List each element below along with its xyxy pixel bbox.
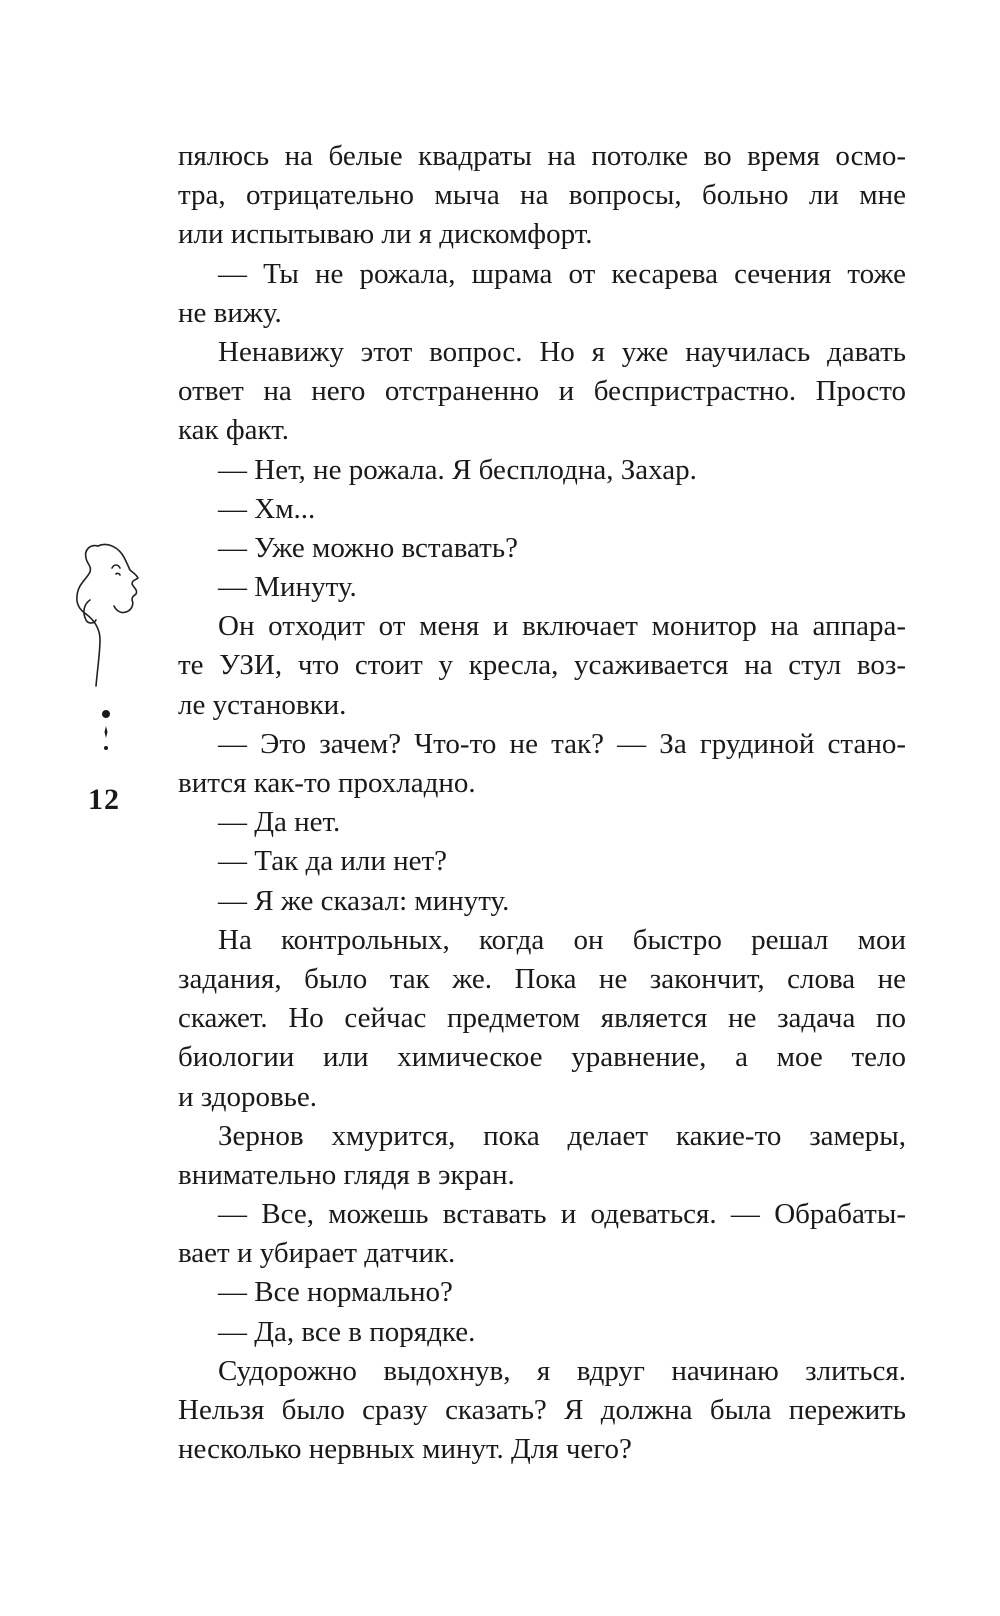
text-line: — Это зачем? Что-то не так? — За грудиной стано- (218, 727, 906, 760)
text-line: те УЗИ, что стоит у кресла, усаживается на стул воз- (178, 649, 906, 682)
text-line: — Да нет. (218, 806, 341, 839)
text-line: Нельзя было сразу сказать? Я должна была пережить (178, 1394, 906, 1426)
text-line: ответ на него отстраненно и беспристрастно. Просто (178, 375, 906, 408)
text-line: тра, отрицательно мыча на вопросы, больно ли мне (178, 179, 906, 212)
text-line: Зернов хмурится, пока делает какие-то замеры, (218, 1119, 906, 1152)
text-line: Ненавижу этот вопрос. Но я уже научилась давать (218, 335, 906, 368)
text-line: — Все, можешь вставать и одеваться. — Обрабаты- (218, 1198, 906, 1231)
text-line: и здоровье. (178, 1080, 317, 1113)
text-line: — Так да или нет? (218, 845, 448, 878)
text-line: несколько нервных минут. Для чего? (178, 1433, 632, 1466)
text-line: задания, было так же. Пока не закончит, слова не (178, 962, 906, 995)
text-line: — Уже можно вставать? (218, 531, 518, 564)
text-line: — Я же сказал: минуту. (218, 884, 510, 917)
text-line: вится как-то прохладно. (178, 767, 476, 799)
text-line: или испытываю ли я дискомфорт. (178, 218, 593, 251)
face-line-art-icon (60, 540, 160, 690)
text-line: — Ты не рожала, шрама от кесарева сечения тоже (218, 257, 906, 290)
page-number: 12 (88, 783, 120, 816)
text-line: пялюсь на белые квадраты на потолке во время осмо- (178, 140, 906, 172)
text-line: Он отходит от меня и включает монитор на аппара- (218, 610, 906, 643)
text-line: Судорожно выдохнув, я вдруг начинаю злиться. (218, 1354, 906, 1387)
text-line: — Нет, не рожала. Я бесплодна, Захар. (218, 453, 697, 486)
text-line: скажет. Но сейчас предметом является не задача по (178, 1002, 906, 1035)
text-line: — Минуту. (218, 571, 357, 604)
text-line: — Все нормально? (218, 1276, 453, 1309)
text-line: На контрольных, когда он быстро решал мои (218, 923, 906, 956)
text-line: — Да, все в порядке. (218, 1315, 476, 1348)
ornament-dots-icon (96, 706, 116, 766)
text-line: — Хм... (218, 492, 316, 525)
text-line: биологии или химическое уравнение, а мое тело (178, 1041, 906, 1074)
text-line: не вижу. (178, 296, 282, 329)
text-line: внимательно глядя в экран. (178, 1158, 515, 1191)
text-line: вает и убирает датчик. (178, 1237, 456, 1270)
text-line: как факт. (178, 414, 289, 447)
body-text (178, 137, 906, 1469)
text-line: ле установки. (178, 688, 347, 721)
